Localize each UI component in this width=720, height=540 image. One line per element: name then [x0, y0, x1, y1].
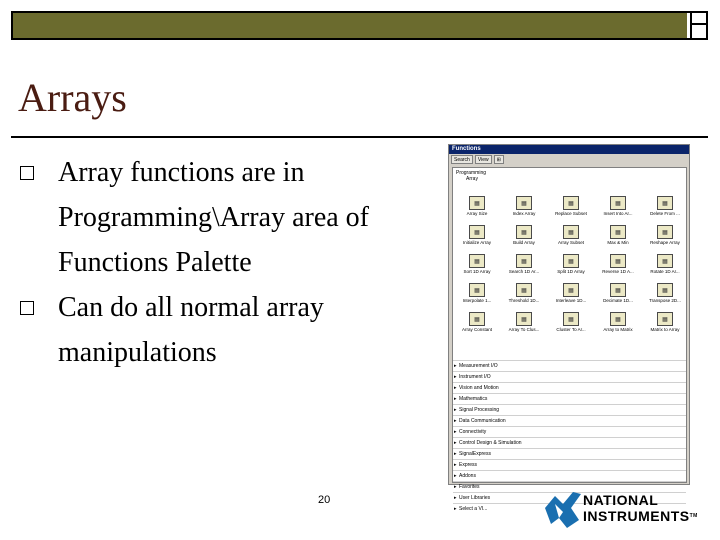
function-item[interactable]	[459, 310, 495, 339]
function-icon: ▦	[657, 196, 673, 210]
palette-pin-icon[interactable]: ⊞	[494, 155, 504, 164]
function-label: Cluster To Ar...	[556, 327, 586, 332]
expand-arrow-icon: ▸	[454, 429, 457, 435]
function-item[interactable]	[647, 223, 683, 252]
category-label: Data Communication	[459, 418, 506, 424]
function-icon: ▦	[657, 225, 673, 239]
category-item[interactable]	[453, 415, 686, 426]
palette-toolbar	[449, 154, 689, 165]
function-item[interactable]	[506, 252, 542, 281]
function-icon: ▦	[563, 312, 579, 326]
function-item[interactable]	[600, 252, 636, 281]
function-icon: ▦	[610, 196, 626, 210]
function-icon: ▦	[610, 312, 626, 326]
palette-title-bar: Functions	[449, 145, 689, 154]
logo-line-2: INSTRUMENTS	[583, 508, 690, 524]
function-label: Insert Into Ar...	[603, 211, 633, 216]
function-item[interactable]	[459, 223, 495, 252]
function-icon: ▦	[563, 196, 579, 210]
header-square-top	[690, 13, 706, 25]
category-label: SignalExpress	[459, 451, 491, 457]
function-label: Build Array	[513, 240, 535, 245]
function-label: Interpolate 1...	[462, 298, 492, 303]
function-label: Array To Clus...	[508, 327, 540, 332]
expand-arrow-icon: ▸	[454, 506, 457, 512]
function-item[interactable]	[600, 223, 636, 252]
header-bar	[11, 11, 708, 40]
function-icon: ▦	[516, 283, 532, 297]
function-grid	[459, 194, 683, 339]
expand-arrow-icon: ▸	[454, 374, 457, 380]
function-icon: ▦	[610, 225, 626, 239]
category-label: User Libraries	[459, 495, 491, 501]
category-item[interactable]	[453, 459, 686, 470]
function-item[interactable]	[600, 310, 636, 339]
function-icon: ▦	[516, 225, 532, 239]
expand-arrow-icon: ▸	[454, 363, 457, 369]
ni-eagle-icon	[543, 490, 583, 530]
function-row	[459, 281, 683, 310]
function-icon: ▦	[563, 225, 579, 239]
function-label: Decimate 1D...	[603, 298, 633, 303]
function-row	[459, 223, 683, 252]
function-item[interactable]	[647, 281, 683, 310]
expand-arrow-icon: ▸	[454, 473, 457, 479]
function-icon: ▦	[516, 312, 532, 326]
bullet-text: Array functions are in Programming\Array area of Functions Palette	[58, 157, 369, 278]
function-row	[459, 310, 683, 339]
logo-wordmark	[583, 492, 698, 524]
function-label: Search 1D Ar...	[508, 269, 540, 274]
bullet-list	[20, 150, 440, 375]
category-item[interactable]	[453, 360, 686, 371]
function-row	[459, 194, 683, 223]
function-label: Interleave 1D...	[555, 298, 587, 303]
palette-tree	[453, 168, 686, 184]
function-item[interactable]	[459, 194, 495, 223]
function-item[interactable]	[553, 194, 589, 223]
function-label: Transpose 2D...	[649, 298, 681, 303]
function-icon: ▦	[516, 254, 532, 268]
category-label: Select a VI...	[459, 506, 488, 512]
logo-line-1: NATIONAL	[583, 492, 659, 508]
category-item[interactable]	[453, 437, 686, 448]
bullet-text: Can do all normal array manipulations	[58, 292, 324, 368]
function-item[interactable]	[600, 194, 636, 223]
palette-view-button[interactable]: View	[475, 155, 492, 164]
function-label: Initialize Array	[462, 240, 491, 245]
function-item[interactable]	[647, 194, 683, 223]
expand-arrow-icon: ▸	[454, 462, 457, 468]
function-icon: ▦	[469, 254, 485, 268]
header-bar-fill	[13, 13, 687, 38]
function-item[interactable]	[553, 252, 589, 281]
function-icon: ▦	[469, 225, 485, 239]
function-label: Array Size	[466, 211, 488, 216]
function-item[interactable]	[506, 281, 542, 310]
function-label: Delete From ...	[650, 211, 680, 216]
category-label: Connectivity	[459, 429, 487, 435]
category-label: Signal Processing	[459, 407, 500, 413]
category-item[interactable]	[453, 371, 686, 382]
bullet-item	[20, 150, 440, 285]
slide-title: Arrays	[18, 75, 127, 120]
expand-arrow-icon: ▸	[454, 418, 457, 424]
expand-arrow-icon: ▸	[454, 451, 457, 457]
function-icon: ▦	[657, 312, 673, 326]
function-item[interactable]	[459, 281, 495, 310]
title-underline	[11, 136, 708, 138]
expand-arrow-icon: ▸	[454, 440, 457, 446]
function-icon: ▦	[563, 254, 579, 268]
function-icon: ▦	[610, 283, 626, 297]
category-label: Measurement I/O	[459, 363, 498, 369]
function-item[interactable]	[506, 310, 542, 339]
function-row	[459, 252, 683, 281]
bullet-square-icon	[20, 166, 34, 180]
category-label: Vision and Motion	[459, 385, 499, 391]
function-label: Reshape Array	[650, 240, 680, 245]
expand-arrow-icon: ▸	[454, 396, 457, 402]
function-icon: ▦	[657, 283, 673, 297]
function-icon: ▦	[516, 196, 532, 210]
national-instruments-logo	[543, 490, 713, 532]
palette-search-button[interactable]: Search	[451, 155, 473, 164]
function-label: Array Constant	[461, 327, 492, 332]
category-item[interactable]	[453, 448, 686, 459]
function-label: Threshold 1D...	[508, 298, 540, 303]
tree-item-programming[interactable]: Programming	[456, 170, 487, 176]
function-item[interactable]	[647, 252, 683, 281]
category-item[interactable]	[453, 426, 686, 437]
logo-trademark: TM	[689, 513, 698, 519]
category-label: Mathematics	[459, 396, 488, 402]
category-label: Control Design & Simulation	[459, 440, 522, 446]
function-label: Replace Subset	[555, 211, 587, 216]
category-item[interactable]	[453, 404, 686, 415]
expand-arrow-icon: ▸	[454, 407, 457, 413]
function-icon: ▦	[469, 196, 485, 210]
function-item[interactable]	[553, 310, 589, 339]
function-label: Rotate 1D Ar...	[650, 269, 680, 274]
header-square-bottom	[690, 25, 706, 38]
function-item[interactable]	[553, 281, 589, 310]
expand-arrow-icon: ▸	[454, 495, 457, 501]
bullet-item	[20, 285, 440, 375]
tree-item-array[interactable]: Array	[466, 176, 478, 182]
function-label: Array Subset	[557, 240, 584, 245]
expand-arrow-icon: ▸	[454, 484, 457, 490]
function-icon: ▦	[657, 254, 673, 268]
page-number: 20	[318, 494, 331, 506]
function-item[interactable]	[459, 252, 495, 281]
function-label: Reverse 1D A...	[602, 269, 634, 274]
function-item[interactable]	[600, 281, 636, 310]
function-label: Index Array	[512, 211, 536, 216]
category-item[interactable]	[453, 470, 686, 481]
function-item[interactable]	[553, 223, 589, 252]
category-item[interactable]	[453, 382, 686, 393]
function-label: Matrix to Array	[650, 327, 680, 332]
function-label: Sort 1D Array	[463, 269, 491, 274]
function-icon: ▦	[469, 283, 485, 297]
category-label: Instrument I/O	[459, 374, 491, 380]
expand-arrow-icon: ▸	[454, 385, 457, 391]
category-label: Favorites	[459, 484, 480, 490]
function-label: Split 1D Array	[557, 269, 585, 274]
function-icon: ▦	[563, 283, 579, 297]
bullet-square-icon	[20, 301, 34, 315]
category-label: Express	[459, 462, 478, 468]
function-icon: ▦	[469, 312, 485, 326]
function-item[interactable]	[647, 310, 683, 339]
function-label: Max & Min	[607, 240, 629, 245]
function-icon: ▦	[610, 254, 626, 268]
category-item[interactable]	[453, 393, 686, 404]
function-label: Array to Matrix	[603, 327, 633, 332]
function-item[interactable]	[506, 223, 542, 252]
function-item[interactable]	[506, 194, 542, 223]
category-label: Addons	[459, 473, 476, 479]
